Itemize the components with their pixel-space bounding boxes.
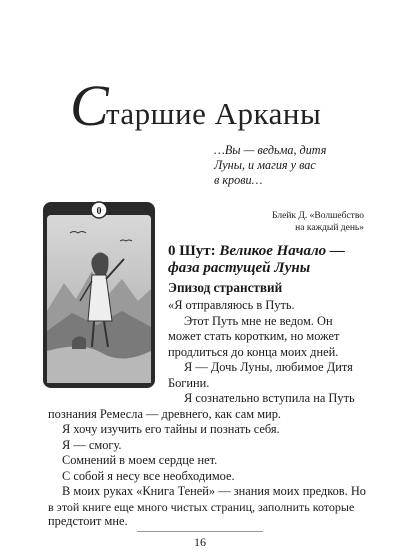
paragraph-line: Я хочу изучить его тайны и познать себя.	[62, 422, 280, 436]
tarot-card-art	[42, 201, 156, 389]
paragraph-line: В моих руках «Книга Теней» — знания моих предков. Но	[62, 484, 366, 498]
paragraph-line: С собой я несу все необходимое.	[62, 468, 235, 483]
card-subtitle-1: Великое Начало —	[219, 243, 345, 259]
card-number: 0	[96, 206, 102, 217]
card-subtitle-2: фаза растущей Луны	[168, 260, 311, 276]
attribution-line: Блейк Д. «Волшебство	[272, 211, 364, 221]
paragraph-line: Я сознательно вступила на Путь	[184, 391, 355, 405]
paragraph-line: Сомнений в моем сердце нет.	[62, 453, 218, 467]
epigraph-line: Луны, и магия у вас	[214, 158, 316, 172]
epigraph-line: в крови…	[214, 173, 263, 187]
paragraph-line: Я — смогу.	[62, 437, 122, 452]
attribution-line: на каждый день»	[295, 223, 364, 233]
epigraph-attribution	[240, 210, 364, 234]
paragraph-line: Богини.	[168, 375, 210, 390]
card-label: 0 Шут:	[168, 243, 216, 259]
chapter-initial: С	[70, 73, 109, 138]
tarot-card-illustration	[42, 201, 156, 389]
paragraph-line: продлиться до конца моих дней.	[168, 344, 339, 359]
paragraph-line: познания Ремесла — древнего, как сам мир.	[48, 406, 282, 421]
footer-divider	[137, 531, 263, 532]
paragraph-line: предстоит мне.	[48, 514, 128, 528]
epigraph	[214, 143, 354, 188]
paragraph-line: Этот Путь мне не ведом. Он	[184, 313, 333, 328]
paragraph-line: может стать коротким, но может	[168, 329, 340, 343]
page-number: 16	[194, 535, 206, 549]
paragraph-line: в этой книге еще много чистых страниц, заполнить которые	[48, 499, 355, 514]
card-title	[168, 243, 368, 277]
chapter-title-rest: таршие Арканы	[106, 96, 322, 131]
chapter-title	[70, 73, 370, 138]
epigraph-line: …Вы — ведьма, дитя	[214, 143, 327, 157]
paragraph-line: «Я отправляюсь в Путь.	[168, 298, 295, 312]
section-heading: Эпизод странствий	[168, 280, 283, 295]
paragraph-line: Я — Дочь Луны, любимое Дитя	[184, 360, 353, 374]
